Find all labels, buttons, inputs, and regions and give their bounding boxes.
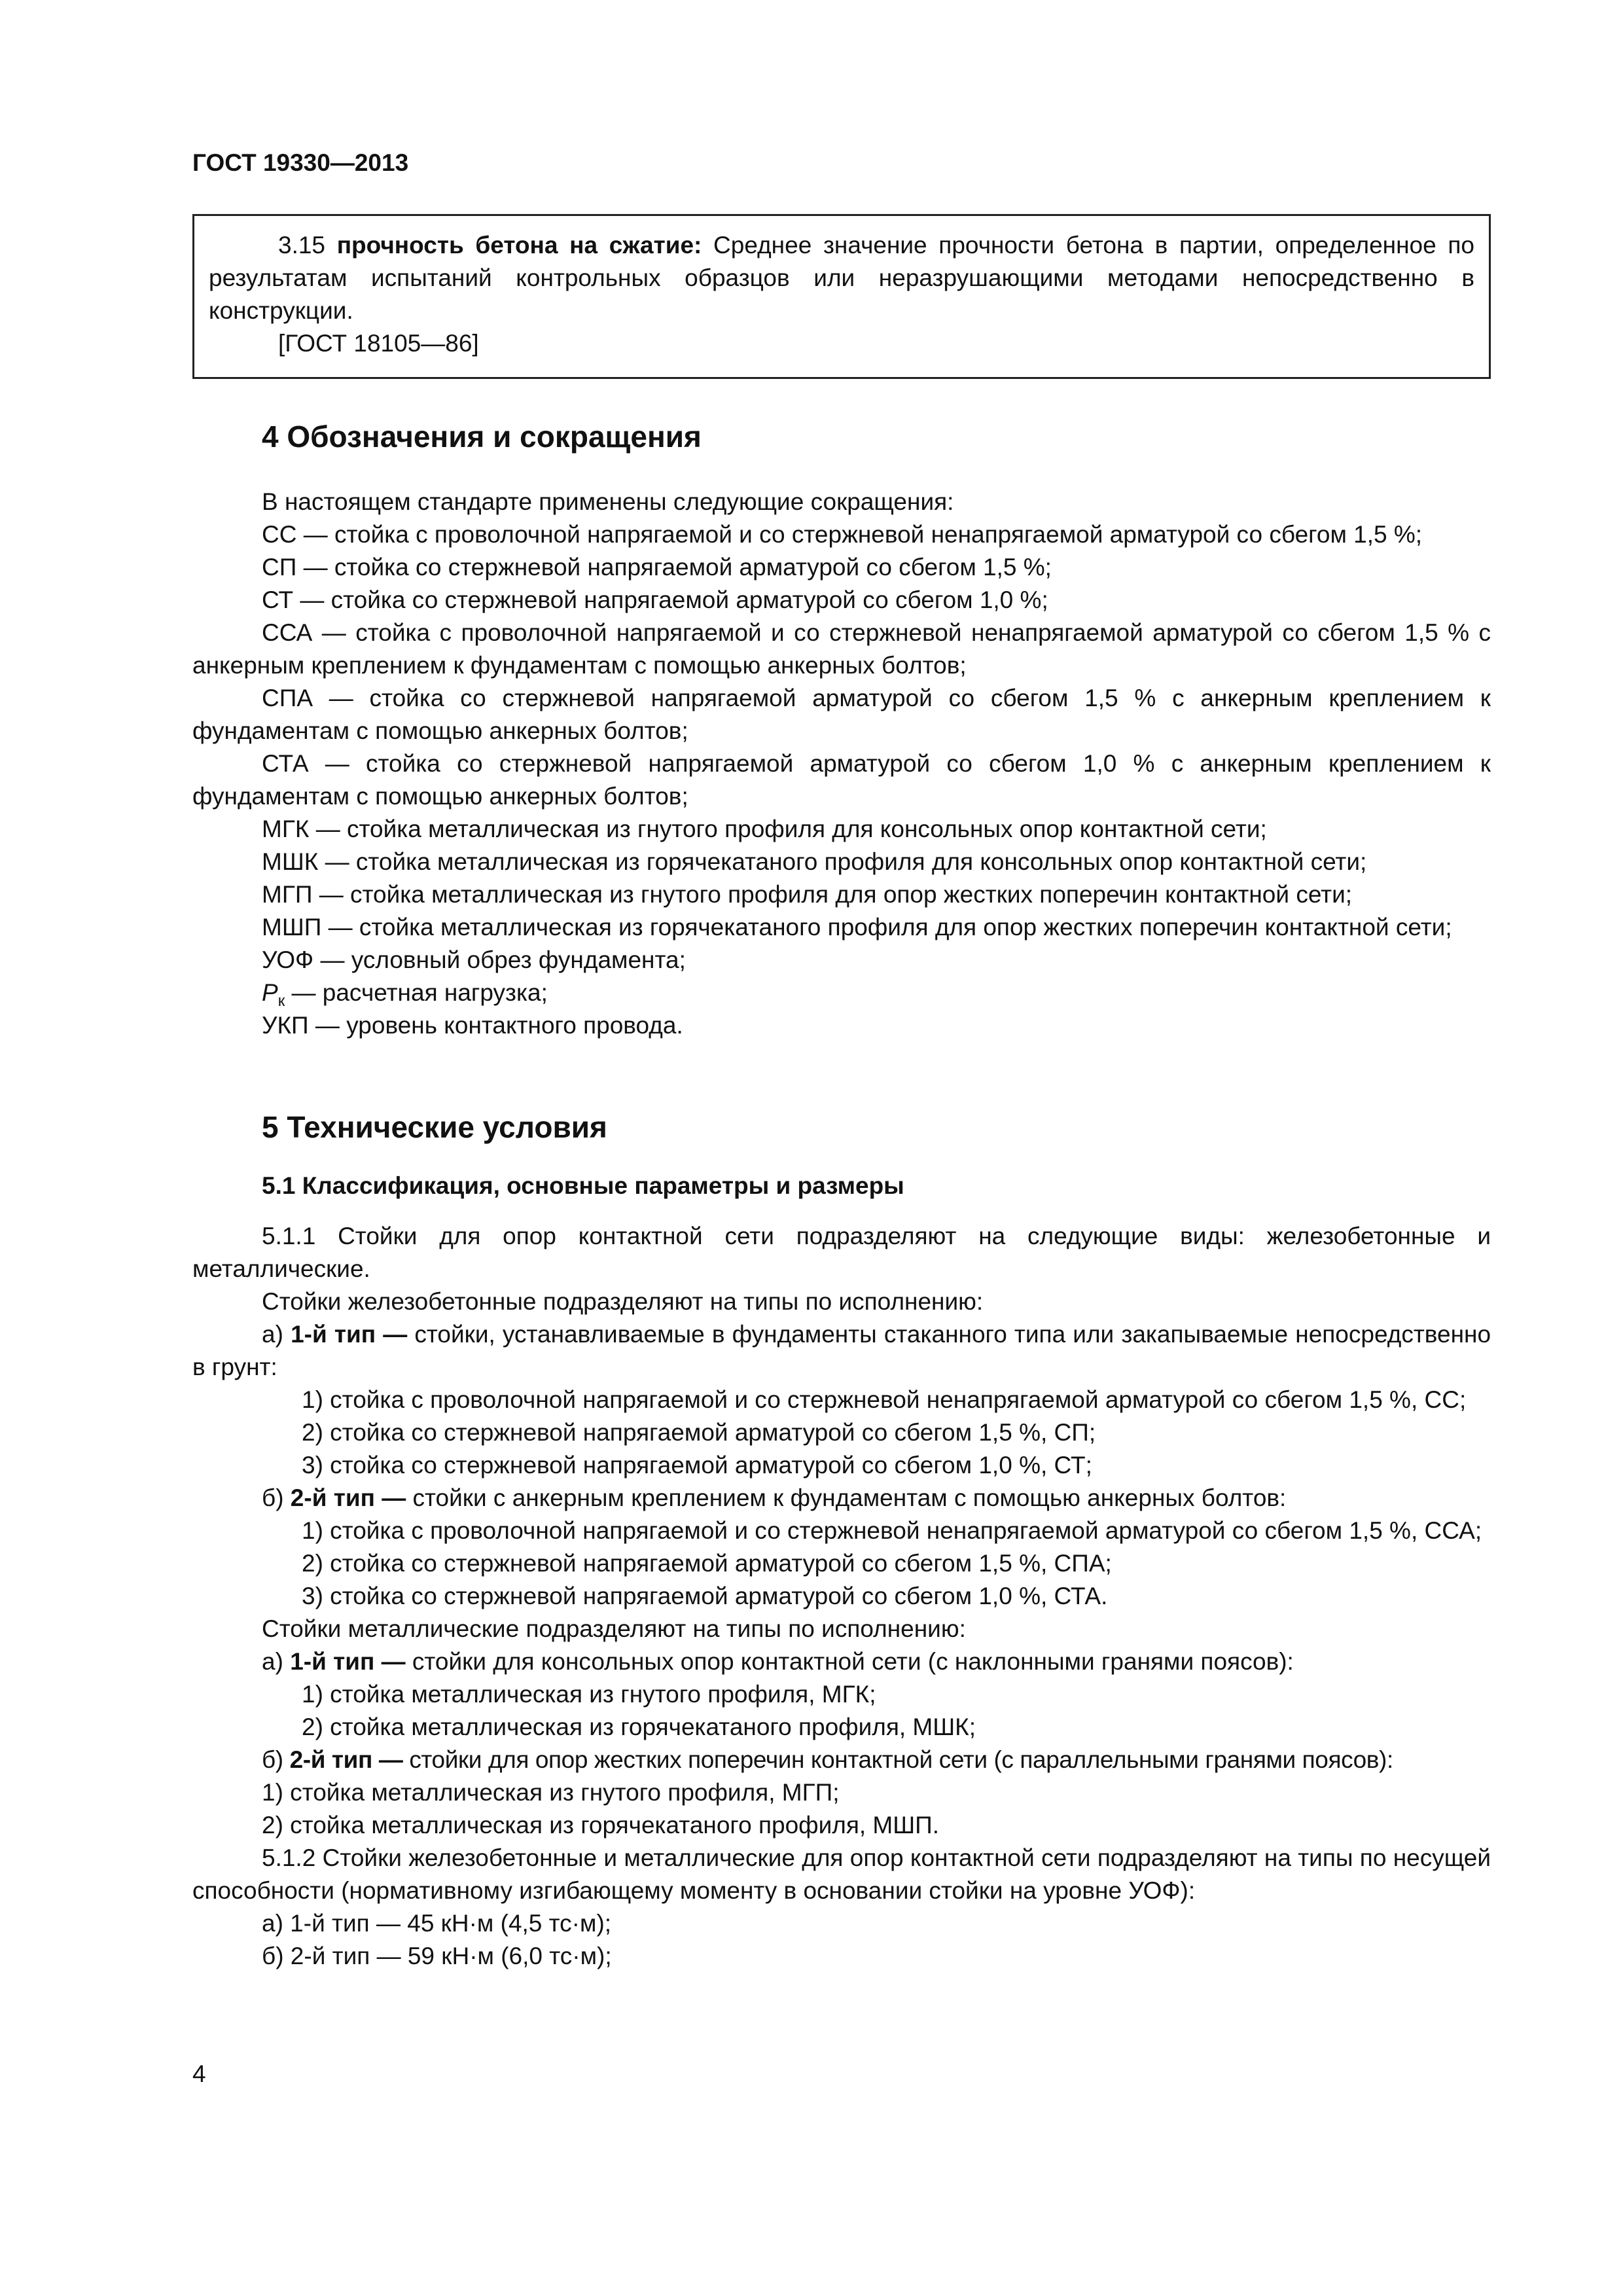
abbreviation-item: СП — стойка со стержневой напрягаемой арматурой со сбегом 1,5 %; (262, 554, 1052, 581)
section-5-title: 5 Технические условия (262, 1110, 607, 1144)
rc-type-2-list (192, 1515, 1491, 1613)
paragraph-5-1-1: 5.1.1 Стойки для опор контактной сети подразделяют на следующие виды: железобетонные и металлические. (192, 1223, 1491, 1282)
section-4-body (192, 486, 1491, 1042)
abbreviation-ukp: УКП — уровень контактного провода. (262, 1012, 683, 1039)
abbreviation-item: МГП — стойка металлическая из гнутого профиля для опор жестких поперечин контактной сети; (262, 881, 1353, 908)
rc-type-2: б) 2-й тип — стойки с анкерным креплением к фундаментам с помощью анкерных болтов: (262, 1484, 1287, 1511)
section-5-1-title: 5.1 Классификация, основные параметры и размеры (262, 1172, 904, 1199)
list-item: 1) стойка с проволочной напрягаемой и со стержневой ненапрягаемой арматурой со сбегом 1,5 %, СС; (302, 1386, 1467, 1413)
abbreviation-pk: $P_к$ — расчетная нагрузка; (262, 979, 548, 1010)
metal-intro: Стойки металлические подразделяют на типы по исполнению: (262, 1615, 966, 1642)
rc-type-1: а) 1-й тип — стойки, устанавливаемые в фундаменты стаканного типа или закапываемые непосредственно в грунт: (192, 1321, 1491, 1380)
section-5-body (192, 1220, 1491, 1973)
definition-box (192, 214, 1491, 379)
metal-type-1-list (192, 1678, 1491, 1744)
list-item: 3) стойка со стержневой напрягаемой арматурой со сбегом 1,0 %, СТ; (302, 1452, 1092, 1479)
rc-type-1-list (192, 1384, 1491, 1482)
section-4-title: 4 Обозначения и сокращения (262, 420, 702, 454)
capacity-type-list (192, 1907, 1491, 1973)
definition-ref: [ГОСТ 18105—86] (278, 330, 479, 357)
definition-body: Среднее значение прочности бетона в партии, определенное по результатам испытаний контрольных образцов или неразрушающими методами непосредственно в конструкции. (209, 232, 1474, 324)
list-item: б) 2-й тип — 59 кН·м (6,0 тс·м); (262, 1943, 612, 1969)
definition-text (209, 229, 1474, 327)
list-item: 1) стойка с проволочной напрягаемой и со стержневой ненапрягаемой арматурой со сбегом 1,5 %, ССА; (302, 1517, 1482, 1544)
definition-term: прочность бетона на сжатие: (336, 232, 702, 259)
abbreviation-item: МГК — стойка металлическая из гнутого профиля для консольных опор контактной сети; (262, 816, 1267, 842)
abbreviation-item: СТА — стойка со стержневой напрягаемой арматурой со сбегом 1,0 % с анкерным креплением к фундаментам с помощью анкерных болтов; (192, 750, 1491, 810)
paragraph-5-1-2: 5.1.2 Стойки железобетонные и металлические для опор контактной сети подразделяют на типы по несущей способности (нормативному изгибающему моменту в основании стойки на уровне УОФ): (192, 1844, 1491, 1904)
list-item: 1) стойка металлическая из гнутого профиля, МГП; (262, 1779, 840, 1806)
list-item: 3) стойка со стержневой напрягаемой арматурой со сбегом 1,0 %, СТА. (302, 1583, 1108, 1609)
metal-type-2: б) 2-й тип — стойки для опор жестких поперечин контактной сети (с параллельными гранями поясов): (262, 1746, 1393, 1773)
section-4-intro: В настоящем стандарте применены следующие сокращения: (262, 488, 954, 515)
list-item: 2) стойка металлическая из горячекатаного профиля, МШП. (262, 1812, 940, 1839)
definition-number: 3.15 (278, 232, 326, 259)
abbreviation-item: МШК — стойка металлическая из горячекатаного профиля для консольных опор контактной сети; (262, 848, 1367, 875)
list-item: а) 1-й тип — 45 кН·м (4,5 тс·м); (262, 1910, 612, 1937)
abbreviation-item: СПА — стойка со стержневой напрягаемой арматурой со сбегом 1,5 % с анкерным креплением к фундаментам с помощью анкерных болтов; (192, 685, 1491, 744)
metal-type-2-list (192, 1776, 1491, 1842)
page-number: 4 (192, 2060, 206, 2087)
document-header: ГОСТ 19330—2013 (192, 149, 409, 176)
rc-intro: Стойки железобетонные подразделяют на типы по исполнению: (262, 1288, 984, 1315)
metal-type-1: а) 1-й тип — стойки для консольных опор контактной сети (с наклонными гранями поясов): (262, 1648, 1294, 1675)
list-item: 2) стойка со стержневой напрягаемой арматурой со сбегом 1,5 %, СП; (302, 1419, 1096, 1446)
abbreviation-item: ССА — стойка с проволочной напрягаемой и со стержневой ненапрягаемой арматурой со сбегом 1,5 % с анкерным креплением к фундаментам с помощью анкерных болтов; (192, 619, 1491, 679)
list-item: 1) стойка металлическая из гнутого профиля, МГК; (302, 1681, 876, 1708)
list-item: 2) стойка металлическая из горячекатаного профиля, МШК; (302, 1713, 976, 1740)
list-item: 2) стойка со стержневой напрягаемой арматурой со сбегом 1,5 %, СПА; (302, 1550, 1112, 1577)
abbreviation-item: СТ — стойка со стержневой напрягаемой арматурой со сбегом 1,0 %; (262, 586, 1048, 613)
abbreviation-item: МШП — стойка металлическая из горячекатаного профиля для опор жестких поперечин контактной сети; (262, 914, 1452, 941)
abbreviation-item: СС — стойка с проволочной напрягаемой и со стержневой ненапрягаемой арматурой со сбегом 1,5 %; (262, 521, 1423, 548)
abbreviation-list (192, 518, 1491, 977)
abbreviation-item: УОФ — условный обрез фундамента; (262, 946, 686, 973)
